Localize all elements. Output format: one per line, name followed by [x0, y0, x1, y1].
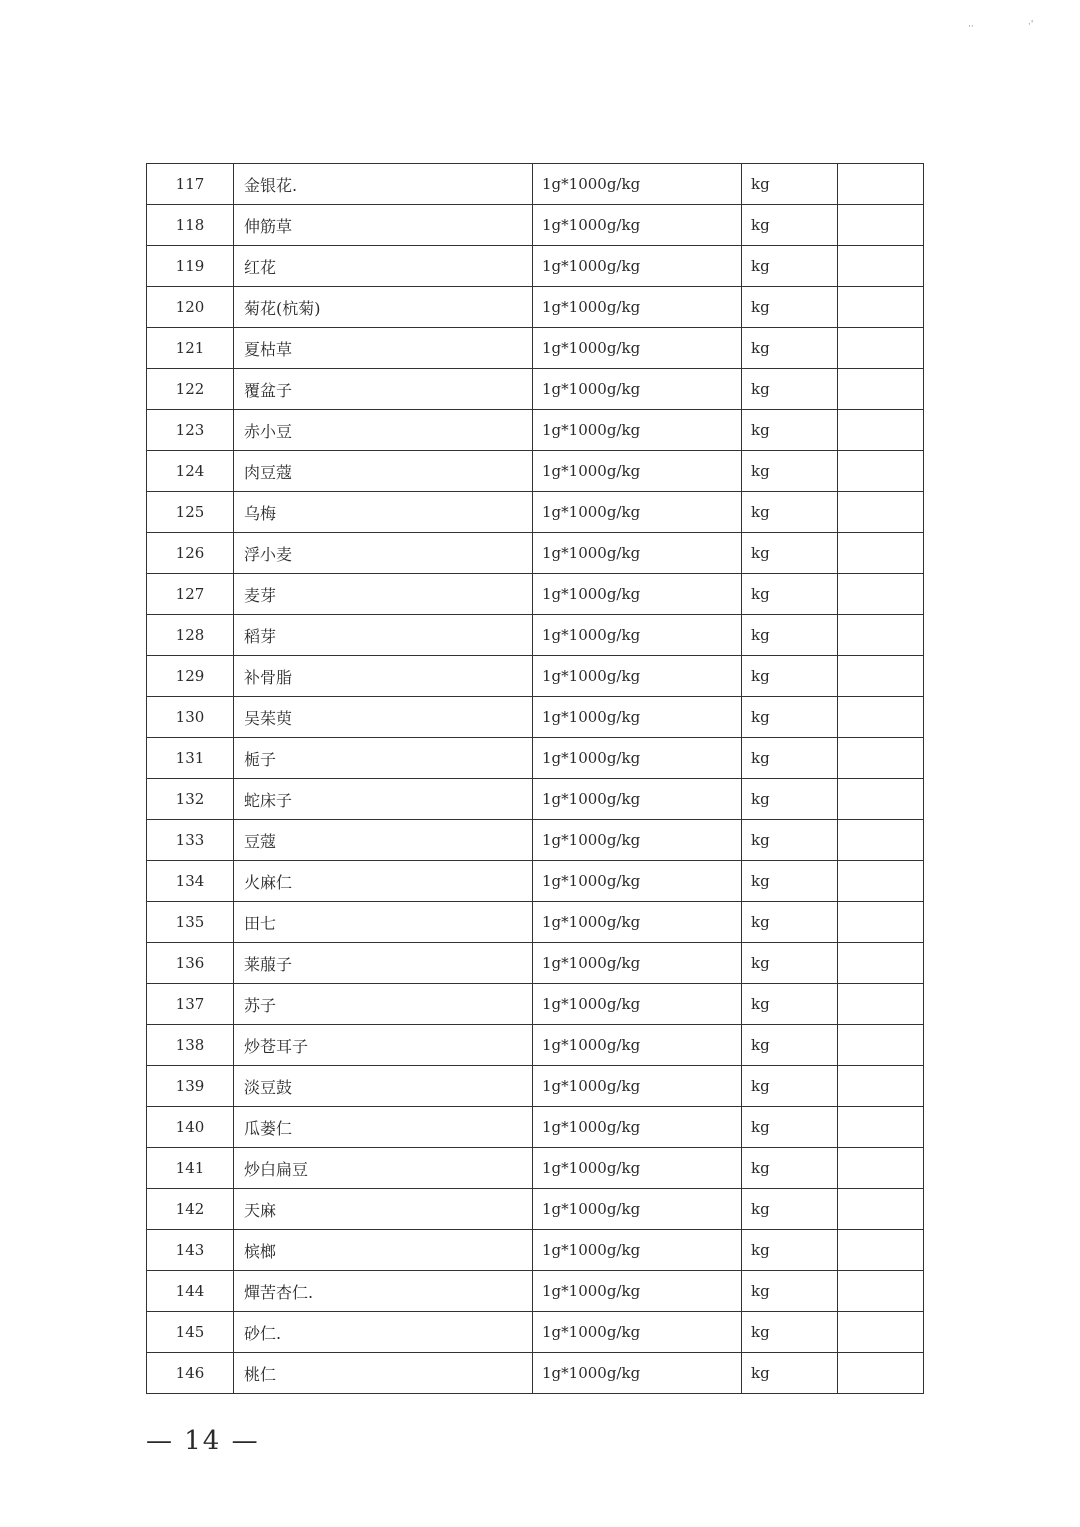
unit-cell: kg — [742, 779, 838, 820]
item-name-cell: 田七 — [234, 902, 533, 943]
spec-cell: 1g*1000g/kg — [533, 1025, 742, 1066]
remark-cell — [838, 1148, 924, 1189]
row-number-cell: 139 — [147, 1066, 234, 1107]
table-row — [147, 943, 924, 984]
unit-cell: kg — [742, 1066, 838, 1107]
remark-cell — [838, 328, 924, 369]
unit-cell: kg — [742, 1230, 838, 1271]
unit-cell: kg — [742, 205, 838, 246]
unit-cell: kg — [742, 533, 838, 574]
row-number-cell: 129 — [147, 656, 234, 697]
item-name-cell: 桃仁 — [234, 1353, 533, 1394]
table-row — [147, 1066, 924, 1107]
remark-cell — [838, 492, 924, 533]
unit-cell: kg — [742, 902, 838, 943]
row-number-cell: 138 — [147, 1025, 234, 1066]
unit-cell: kg — [742, 369, 838, 410]
remark-cell — [838, 574, 924, 615]
spec-cell: 1g*1000g/kg — [533, 1353, 742, 1394]
unit-cell: kg — [742, 943, 838, 984]
spec-cell: 1g*1000g/kg — [533, 1189, 742, 1230]
spec-cell: 1g*1000g/kg — [533, 779, 742, 820]
scan-speck: ·' — [1028, 20, 1034, 30]
table-body — [147, 164, 924, 1394]
remark-cell — [838, 779, 924, 820]
unit-cell: kg — [742, 492, 838, 533]
unit-cell: kg — [742, 246, 838, 287]
unit-cell: kg — [742, 451, 838, 492]
spec-cell: 1g*1000g/kg — [533, 410, 742, 451]
spec-cell: 1g*1000g/kg — [533, 1107, 742, 1148]
spec-cell: 1g*1000g/kg — [533, 328, 742, 369]
item-name-cell: 蛇床子 — [234, 779, 533, 820]
remark-cell — [838, 615, 924, 656]
table-row — [147, 1312, 924, 1353]
spec-cell: 1g*1000g/kg — [533, 984, 742, 1025]
item-name-cell: 炒白扁豆 — [234, 1148, 533, 1189]
row-number-cell: 141 — [147, 1148, 234, 1189]
remark-cell — [838, 451, 924, 492]
scan-speck: ·· — [968, 22, 974, 32]
row-number-cell: 146 — [147, 1353, 234, 1394]
row-number-cell: 143 — [147, 1230, 234, 1271]
herb-table — [146, 163, 924, 1394]
row-number-cell: 140 — [147, 1107, 234, 1148]
spec-cell: 1g*1000g/kg — [533, 861, 742, 902]
remark-cell — [838, 205, 924, 246]
row-number-cell: 121 — [147, 328, 234, 369]
item-name-cell: 菊花(杭菊) — [234, 287, 533, 328]
row-number-cell: 120 — [147, 287, 234, 328]
table-row — [147, 615, 924, 656]
spec-cell: 1g*1000g/kg — [533, 656, 742, 697]
spec-cell: 1g*1000g/kg — [533, 697, 742, 738]
item-name-cell: 肉豆蔻 — [234, 451, 533, 492]
unit-cell: kg — [742, 1312, 838, 1353]
item-name-cell: 天麻 — [234, 1189, 533, 1230]
table-row — [147, 1353, 924, 1394]
item-name-cell: 夏枯草 — [234, 328, 533, 369]
spec-cell: 1g*1000g/kg — [533, 902, 742, 943]
item-name-cell: 淡豆鼓 — [234, 1066, 533, 1107]
item-name-cell: 吴茱萸 — [234, 697, 533, 738]
unit-cell: kg — [742, 1025, 838, 1066]
item-name-cell: 金银花. — [234, 164, 533, 205]
spec-cell: 1g*1000g/kg — [533, 492, 742, 533]
unit-cell: kg — [742, 820, 838, 861]
unit-cell: kg — [742, 738, 838, 779]
table-row — [147, 533, 924, 574]
remark-cell — [838, 697, 924, 738]
table-row — [147, 820, 924, 861]
row-number-cell: 134 — [147, 861, 234, 902]
item-name-cell: 苏子 — [234, 984, 533, 1025]
unit-cell: kg — [742, 164, 838, 205]
item-name-cell: 伸筋草 — [234, 205, 533, 246]
spec-cell: 1g*1000g/kg — [533, 1312, 742, 1353]
item-name-cell: 莱菔子 — [234, 943, 533, 984]
unit-cell: kg — [742, 574, 838, 615]
row-number-cell: 145 — [147, 1312, 234, 1353]
spec-cell: 1g*1000g/kg — [533, 1066, 742, 1107]
unit-cell: kg — [742, 984, 838, 1025]
item-name-cell: 炒苍耳子 — [234, 1025, 533, 1066]
table-row — [147, 1148, 924, 1189]
table-row — [147, 984, 924, 1025]
spec-cell: 1g*1000g/kg — [533, 943, 742, 984]
remark-cell — [838, 861, 924, 902]
unit-cell: kg — [742, 697, 838, 738]
unit-cell: kg — [742, 410, 838, 451]
row-number-cell: 125 — [147, 492, 234, 533]
spec-cell: 1g*1000g/kg — [533, 533, 742, 574]
table-row — [147, 287, 924, 328]
table-row — [147, 656, 924, 697]
remark-cell — [838, 943, 924, 984]
item-name-cell: 赤小豆 — [234, 410, 533, 451]
unit-cell: kg — [742, 328, 838, 369]
spec-cell: 1g*1000g/kg — [533, 820, 742, 861]
remark-cell — [838, 1107, 924, 1148]
table-row — [147, 492, 924, 533]
table-row — [147, 902, 924, 943]
remark-cell — [838, 533, 924, 574]
spec-cell: 1g*1000g/kg — [533, 369, 742, 410]
row-number-cell: 133 — [147, 820, 234, 861]
row-number-cell: 144 — [147, 1271, 234, 1312]
item-name-cell: 砂仁. — [234, 1312, 533, 1353]
spec-cell: 1g*1000g/kg — [533, 1230, 742, 1271]
row-number-cell: 123 — [147, 410, 234, 451]
row-number-cell: 142 — [147, 1189, 234, 1230]
unit-cell: kg — [742, 1271, 838, 1312]
remark-cell — [838, 656, 924, 697]
unit-cell: kg — [742, 861, 838, 902]
spec-cell: 1g*1000g/kg — [533, 164, 742, 205]
item-name-cell: 瓜蒌仁 — [234, 1107, 533, 1148]
remark-cell — [838, 1230, 924, 1271]
remark-cell — [838, 1271, 924, 1312]
item-name-cell: 槟榔 — [234, 1230, 533, 1271]
table-row — [147, 1107, 924, 1148]
remark-cell — [838, 1189, 924, 1230]
table-row — [147, 328, 924, 369]
remark-cell — [838, 902, 924, 943]
remark-cell — [838, 738, 924, 779]
row-number-cell: 132 — [147, 779, 234, 820]
table-row — [147, 1025, 924, 1066]
row-number-cell: 122 — [147, 369, 234, 410]
remark-cell — [838, 287, 924, 328]
table-row — [147, 205, 924, 246]
table-row — [147, 410, 924, 451]
remark-cell — [838, 1312, 924, 1353]
row-number-cell: 130 — [147, 697, 234, 738]
table-row — [147, 697, 924, 738]
remark-cell — [838, 1025, 924, 1066]
spec-cell: 1g*1000g/kg — [533, 1271, 742, 1312]
spec-cell: 1g*1000g/kg — [533, 615, 742, 656]
unit-cell: kg — [742, 656, 838, 697]
row-number-cell: 119 — [147, 246, 234, 287]
item-name-cell: 稻芽 — [234, 615, 533, 656]
table-row — [147, 1271, 924, 1312]
item-name-cell: 乌梅 — [234, 492, 533, 533]
row-number-cell: 118 — [147, 205, 234, 246]
item-name-cell: 豆蔻 — [234, 820, 533, 861]
table-row — [147, 246, 924, 287]
table-row — [147, 738, 924, 779]
spec-cell: 1g*1000g/kg — [533, 287, 742, 328]
item-name-cell: 覆盆子 — [234, 369, 533, 410]
unit-cell: kg — [742, 1189, 838, 1230]
table-row — [147, 861, 924, 902]
row-number-cell: 128 — [147, 615, 234, 656]
table-row — [147, 1230, 924, 1271]
row-number-cell: 135 — [147, 902, 234, 943]
remark-cell — [838, 820, 924, 861]
remark-cell — [838, 164, 924, 205]
table-row — [147, 369, 924, 410]
remark-cell — [838, 369, 924, 410]
table-row — [147, 1189, 924, 1230]
remark-cell — [838, 246, 924, 287]
row-number-cell: 124 — [147, 451, 234, 492]
item-name-cell: 麦芽 — [234, 574, 533, 615]
item-name-cell: 燀苦杏仁. — [234, 1271, 533, 1312]
remark-cell — [838, 410, 924, 451]
remark-cell — [838, 1066, 924, 1107]
unit-cell: kg — [742, 287, 838, 328]
spec-cell: 1g*1000g/kg — [533, 205, 742, 246]
item-name-cell: 栀子 — [234, 738, 533, 779]
unit-cell: kg — [742, 1148, 838, 1189]
table-row — [147, 574, 924, 615]
table-row — [147, 451, 924, 492]
spec-cell: 1g*1000g/kg — [533, 246, 742, 287]
row-number-cell: 136 — [147, 943, 234, 984]
row-number-cell: 117 — [147, 164, 234, 205]
unit-cell: kg — [742, 615, 838, 656]
item-name-cell: 红花 — [234, 246, 533, 287]
unit-cell: kg — [742, 1353, 838, 1394]
spec-cell: 1g*1000g/kg — [533, 1148, 742, 1189]
spec-cell: 1g*1000g/kg — [533, 451, 742, 492]
table-row — [147, 164, 924, 205]
item-name-cell: 火麻仁 — [234, 861, 533, 902]
spec-cell: 1g*1000g/kg — [533, 738, 742, 779]
row-number-cell: 137 — [147, 984, 234, 1025]
spec-cell: 1g*1000g/kg — [533, 574, 742, 615]
row-number-cell: 126 — [147, 533, 234, 574]
item-name-cell: 浮小麦 — [234, 533, 533, 574]
row-number-cell: 131 — [147, 738, 234, 779]
item-name-cell: 补骨脂 — [234, 656, 533, 697]
table-row — [147, 779, 924, 820]
row-number-cell: 127 — [147, 574, 234, 615]
remark-cell — [838, 984, 924, 1025]
remark-cell — [838, 1353, 924, 1394]
unit-cell: kg — [742, 1107, 838, 1148]
page-number: — 14 — — [146, 1426, 260, 1456]
